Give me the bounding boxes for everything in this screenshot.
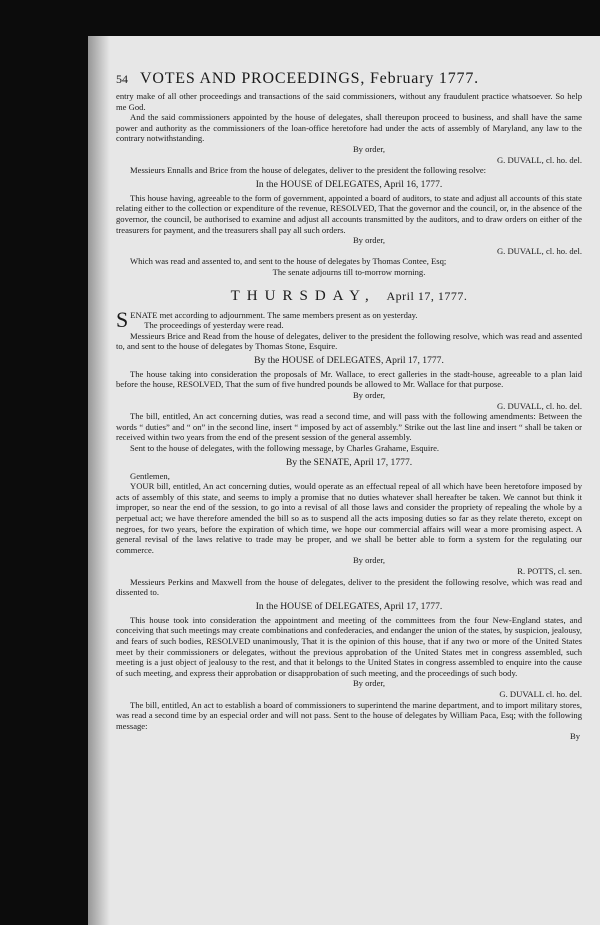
paragraph: The house taking into consideration the proposals of Mr. Wallace, to erect galleries in the stadt-house, agreeable to a plan laid before the house, RESOLVED, That the sum of five hundred pounds be allowed to Mr. Wallace for that purpose. xyxy=(116,368,582,390)
catchword: By xyxy=(569,731,580,742)
section-heading: In the HOUSE of DELEGATES, April 17, 1777. xyxy=(255,600,443,612)
paragraph: Which was read and assented to, and sent to the house of delegates by Thomas Contee, Esq; xyxy=(130,256,447,267)
by-order: By order, xyxy=(352,390,386,401)
drop-cap: S xyxy=(116,306,129,332)
day-date: April 17, 1777. xyxy=(386,288,468,303)
clerk-signature: G. DUVALL, cl. ho. del. xyxy=(496,400,582,411)
paragraph: This house took into consideration the appointment and meeting of the committees from the four New-England states, and conceiving that such meetings may create combinations and confederacies, and endanger the union of the states, by suspicion, jealousy, and fears of such bodies, RESOLVED unanimously, That it is the opinion of this house, that if any two or more of the United States meet by their commissioners or delegates, without the previous approbation of the United States met in congress assembled, such meeting is a just object of jealousy to the rest, and that it belongs to the United States in congress assembled to enquire into the cause of such meeting, and express their approbation or disapprobation of such meeting, and the proceedings of such body. xyxy=(116,614,582,678)
by-order: By order, xyxy=(352,143,386,154)
paragraph: The proceedings of yesterday were read. xyxy=(144,320,284,331)
clerk-signature: G. DUVALL, cl. ho. del. xyxy=(496,154,582,165)
paragraph: Messieurs Ennalls and Brice from the house of delegates, deliver to the president the following resolve: xyxy=(130,165,487,176)
clerk-signature: G. DUVALL, cl. ho. del. xyxy=(496,245,582,256)
paragraph: This house having, agreeable to the form of government, appointed a board of auditors, to state and adjust all accounts of this state relating either to the collection or expenditure of the revenue, RESOLVED, That the governor and the council, or, in the absence of the governor, the council, be authorised to examine and adjust all accounts transmitted by the auditors, and to draw orders on either of the treasurers for payment, and the treasurers shall pay all such orders. xyxy=(116,192,582,235)
running-header xyxy=(116,70,582,88)
by-order: By order, xyxy=(352,235,386,246)
paragraph: Messieurs Brice and Read from the house of delegates, deliver to the president the following resolve, which was read and assented to, and sent to the house of delegates by Thomas Stone, Esquire. xyxy=(116,330,582,352)
paragraph: entry make of all other proceedings and transactions of the said commissioners, without any fraudulent practice whatsoever. So help me God. xyxy=(116,91,582,112)
salutation: Gentlemen, xyxy=(130,470,170,481)
message-paragraph: YOUR bill, entitled, An act concerning duties, would operate as an effectual repeal of all which have been heretofore imposed by acts of assembly of this state, and seems to imply a promise that no duties whatever shall hereafter be taken. We cannot but think it improper, so near the end of the session, to go into a revisal of all those laws and consider the propriety of repealing the whole by a perpetual act; we have therefore amended the bill so as to suspend all the acts imposing duties so far as they relate thereto, except on negroes, for two years, before the expiration of which time, we hope our commercial affairs will wear a more promising aspect. A general revisal of the laws relative to trade may be proper, and we shall be better able to form a system for the regulating our commerce. xyxy=(116,481,582,555)
clerk-signature: G. DUVALL cl. ho. del. xyxy=(499,688,582,699)
by-order: By order, xyxy=(352,555,386,566)
section-heading: By the SENATE, April 17, 1777. xyxy=(285,456,413,468)
clerk-signature: R. POTTS, cl. sen. xyxy=(517,565,582,576)
section-heading: By the HOUSE of DELEGATES, April 17, 1777. xyxy=(254,354,444,366)
section-heading: In the HOUSE of DELEGATES, April 16, 1777. xyxy=(255,178,443,190)
paragraph: The bill, entitled, An act to establish a board of commissioners to superintend the marine department, and to import military stores, was read a second time by an especial order and will not pass. Sent to the house of delegates by William Paca, Esq; with the following message: xyxy=(116,699,582,731)
opening-text: ENATE met according to adjournment. The same members present as on yesterday. xyxy=(130,309,418,320)
page-content xyxy=(116,70,582,742)
by-order: By order, xyxy=(352,678,386,689)
book-page xyxy=(88,36,600,925)
paragraph: And the said commissioners appointed by the house of delegates, shall thereupon proceed to business, and shall have the same power and authority as the commissioners of the loan-office heretofore had under the acts of assembly of Maryland, any law to the contrary notwithstanding. xyxy=(116,112,582,144)
header-title: VOTES AND PROCEEDINGS, February 1777. xyxy=(140,70,479,87)
adjournment-line: The senate adjourns till to-morrow morning. xyxy=(272,266,426,277)
page-number: 54 xyxy=(116,72,128,86)
binding-shadow xyxy=(88,36,110,925)
day-heading xyxy=(116,286,582,306)
paragraph: The bill, entitled, An act concerning duties, was read a second time, and will pass with the following amendments: Between the words “ duties” and “ on” in the second line, insert “ imposed by act of assembly.” Strike out the last line and insert “ shall be taken or received within two years from the end of the present session of the general assembly. xyxy=(116,411,582,443)
paragraph: Sent to the house of delegates, with the following message, by Charles Grahame, Esquire. xyxy=(130,443,440,454)
paragraph: Messieurs Perkins and Maxwell from the house of delegates, deliver to the president the following resolve, which was read and dissented to. xyxy=(116,576,582,598)
day-name: THURSDAY, xyxy=(230,287,376,304)
